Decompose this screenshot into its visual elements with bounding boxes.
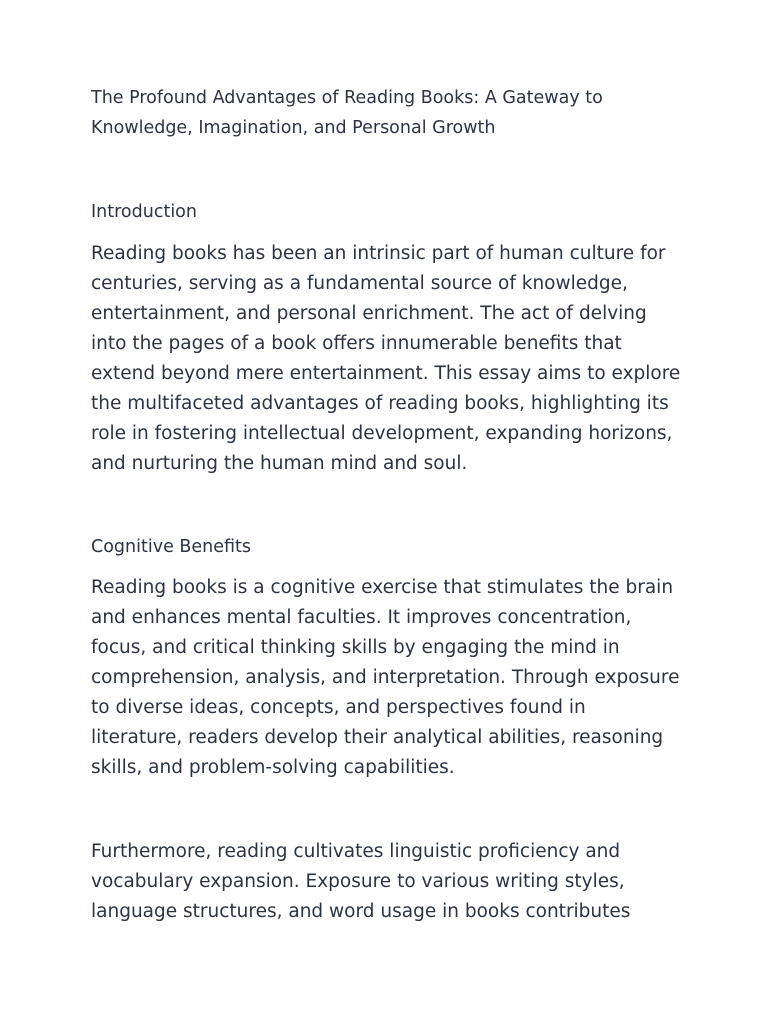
paragraph-introduction: Reading books has been an intrinsic part of human culture for centuries, serving as a fundamental source of knowledge, entertainment, and personal enrichment. The act of delving into the pages of a book offers innumerable benefits that extend beyond mere entertainment. This essay aims to explore the multifaceted advantages of reading books, highlighting its role in fostering intellectual development, expanding horizons, and nurturing the human mind and soul. [91,242,681,474]
document-page [91,84,681,927]
paragraph-cognitive-benefits: Reading books is a cognitive exercise that stimulates the brain and enhances mental faculties. It improves concentration, focus, and critical thinking skills by engaging the mind in comprehension, analysis, and interpretation. Through exposure to diverse ideas, concepts, and perspectives found in literature, readers develop their analytical abilities, reasoning skills, and problem-solving capabilities. [91,577,680,778]
paragraph-continuation: Furthermore, reading cultivates linguistic proficiency and vocabulary expansion. Exposure to various writing styles, language structures, and word usage in books contributes [91,841,631,922]
section-heading-introduction: Introduction [91,202,197,222]
document-title: The Profound Advantages of Reading Books: A Gateway to Knowledge, Imagination, and Personal Growth [91,88,603,138]
section-heading-cognitive-benefits: Cognitive Benefits [91,536,252,557]
